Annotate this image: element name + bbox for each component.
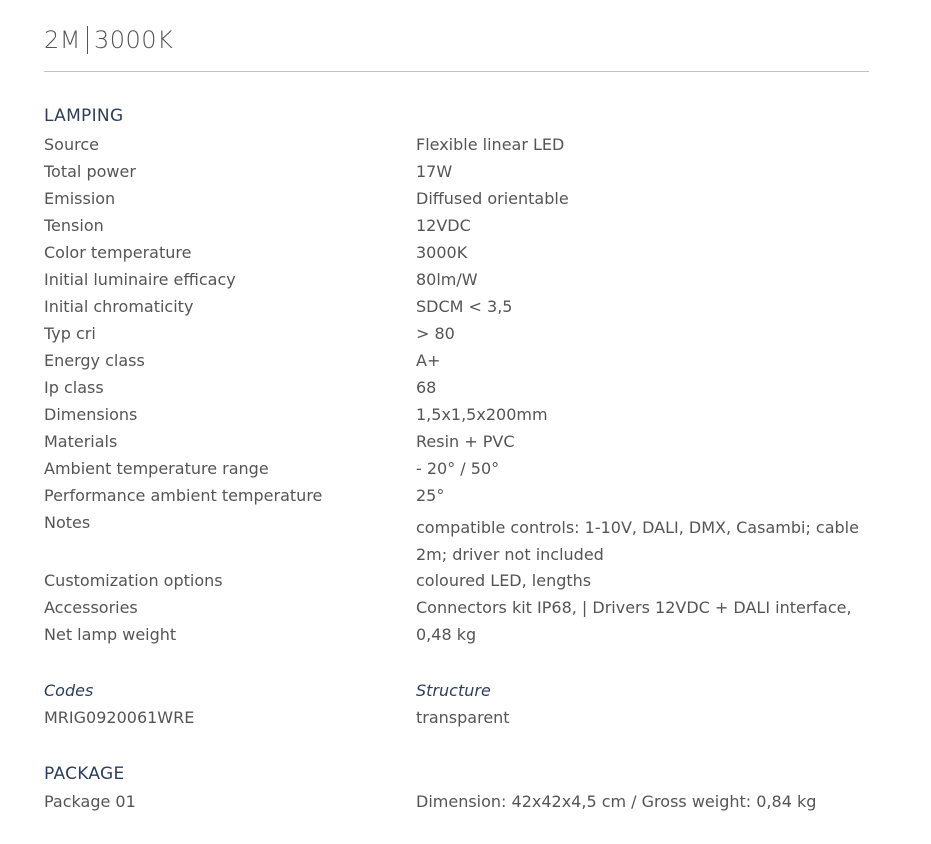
spec-label: Color temperature — [44, 243, 192, 262]
spec-label: Initial luminaire efficacy — [44, 270, 236, 289]
spec-label: Ip class — [44, 378, 104, 397]
package-heading: PACKAGE — [44, 764, 125, 784]
spec-value: - 20° / 50° — [416, 459, 500, 478]
spec-value: 12VDC — [416, 216, 471, 235]
spec-value: coloured LED, lengths — [416, 571, 592, 590]
spec-label: Energy class — [44, 351, 145, 370]
spec-value: 68 — [416, 378, 437, 397]
spec-label: Customization options — [44, 571, 223, 590]
spec-label: Notes — [44, 513, 91, 532]
spec-value: 0,48 kg — [416, 625, 477, 644]
spec-value: Resin + PVC — [416, 432, 515, 451]
structure-heading: Structure — [416, 681, 491, 700]
spec-value: > 80 — [416, 324, 455, 343]
structure-value: transparent — [416, 708, 510, 727]
spec-label: Typ cri — [44, 324, 96, 343]
spec-value: 17W — [416, 162, 453, 181]
spec-label: Source — [44, 135, 99, 154]
spec-value: 3000K — [416, 243, 468, 262]
page-title — [44, 26, 173, 54]
lamping-heading: LAMPING — [44, 106, 124, 126]
spec-label: Tension — [44, 216, 104, 235]
spec-value: A+ — [416, 351, 441, 370]
spec-value: Diffused orientable — [416, 189, 569, 208]
spec-label: Initial chromaticity — [44, 297, 194, 316]
spec-label: Emission — [44, 189, 116, 208]
package-value: Dimension: 42x42x4,5 cm / Gross weight: 0,84 kg — [416, 792, 817, 811]
spec-label: Total power — [44, 162, 136, 181]
spec-label: Net lamp weight — [44, 625, 177, 644]
title-color-temperature: 3000K — [93, 26, 174, 54]
spec-label: Performance ambient temperature — [44, 486, 323, 505]
spec-label: Ambient temperature range — [44, 459, 269, 478]
spec-label: Accessories — [44, 598, 138, 617]
spec-value: Flexible linear LED — [416, 135, 565, 154]
header-divider — [44, 71, 869, 72]
spec-value: 80lm/W — [416, 270, 478, 289]
package-label: Package 01 — [44, 792, 136, 811]
spec-value: SDCM < 3,5 — [416, 297, 513, 316]
title-separator — [87, 26, 88, 54]
spec-label: Dimensions — [44, 405, 138, 424]
spec-value: Connectors kit IP68, | Drivers 12VDC + DALI interface, — [416, 598, 852, 617]
spec-value: 25° — [416, 486, 445, 505]
codes-heading: Codes — [44, 681, 94, 700]
spec-label: Materials — [44, 432, 118, 451]
spec-value: 1,5x1,5x200mm — [416, 405, 548, 424]
spec-value: compatible controls: 1-10V, DALI, DMX, Casambi; cable 2m; driver not included — [416, 518, 859, 564]
title-length: 2M — [44, 26, 81, 54]
product-code: MRIG0920061WRE — [44, 708, 195, 727]
